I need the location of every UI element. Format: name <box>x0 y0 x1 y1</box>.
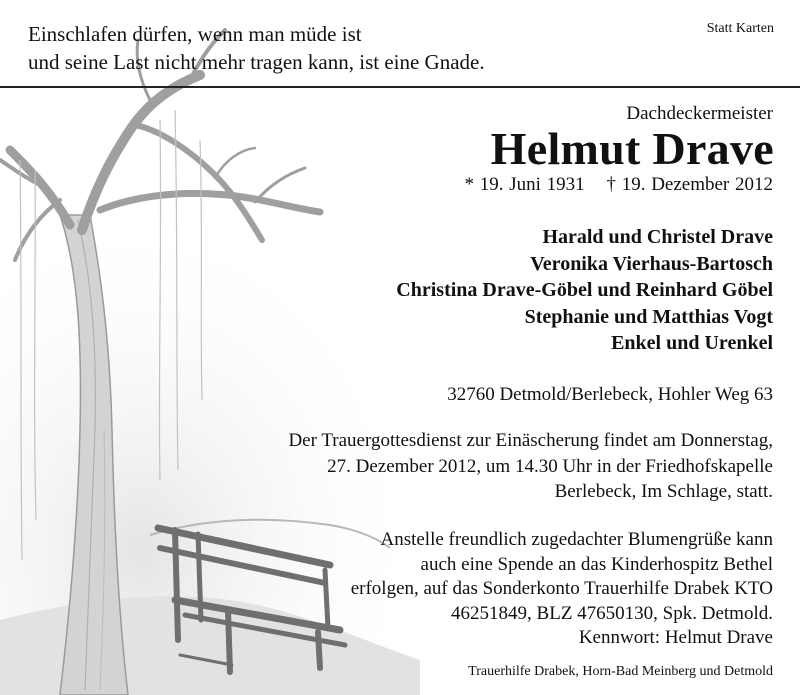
mourner-entry: Veronika Vierhaus-Bartosch <box>530 252 773 275</box>
header-note: Statt Karten <box>706 21 774 36</box>
motto-line: und seine Last nicht mehr tragen kann, ist eine Gnade. <box>28 50 485 74</box>
service-line: Berlebeck, Im Schlage, statt. <box>554 481 773 502</box>
motto-line: Einschlafen dürfen, wenn man müde ist <box>28 22 362 46</box>
death-date: † 19. Dezember 2012 <box>606 174 773 195</box>
life-dates <box>465 174 774 196</box>
funeral-service-info <box>288 428 773 505</box>
donation-info <box>351 528 773 651</box>
donation-line: auch eine Spende an das Kinderhospitz Bethel <box>420 553 773 575</box>
mourner-entry: Christina Drave-Göbel und Reinhard Göbel <box>396 279 773 301</box>
mourner-entry: Stephanie und Matthias Vogt <box>524 305 773 328</box>
motto-verse <box>28 20 485 76</box>
donation-line: 46251849, BLZ 47650130, Spk. Detmold. <box>451 602 773 624</box>
divider-rule <box>0 86 800 88</box>
donation-line: Anstelle freundlich zugedachter Blumengrüße kann <box>380 529 773 550</box>
mourner-entry: Harald und Christel Drave <box>542 226 773 248</box>
birth-date: * 19. Juni 1931 <box>464 174 585 195</box>
family-address: 32760 Detmold/Berlebeck, Hohler Weg 63 <box>447 384 773 405</box>
service-line: Der Trauergottesdienst zur Einäscherung findet am Donnerstag, <box>288 430 773 451</box>
donation-line: Kennwort: Helmut Drave <box>578 627 773 648</box>
donation-line: erfolgen, auf das Sonderkonto Trauerhilfe Drabek KTO <box>350 578 773 599</box>
funeral-home-footer: Trauerhilfe Drabek, Horn-Bad Meinberg und Detmold <box>468 664 773 679</box>
mourner-entry: Enkel und Urenkel <box>611 332 773 354</box>
deceased-profession: Dachdeckermeister <box>626 103 773 124</box>
deceased-name: Helmut Drave <box>490 123 774 174</box>
mourners-list <box>396 224 773 357</box>
service-line: 27. Dezember 2012, um 14.30 Uhr in der Friedhofskapelle <box>327 455 773 477</box>
